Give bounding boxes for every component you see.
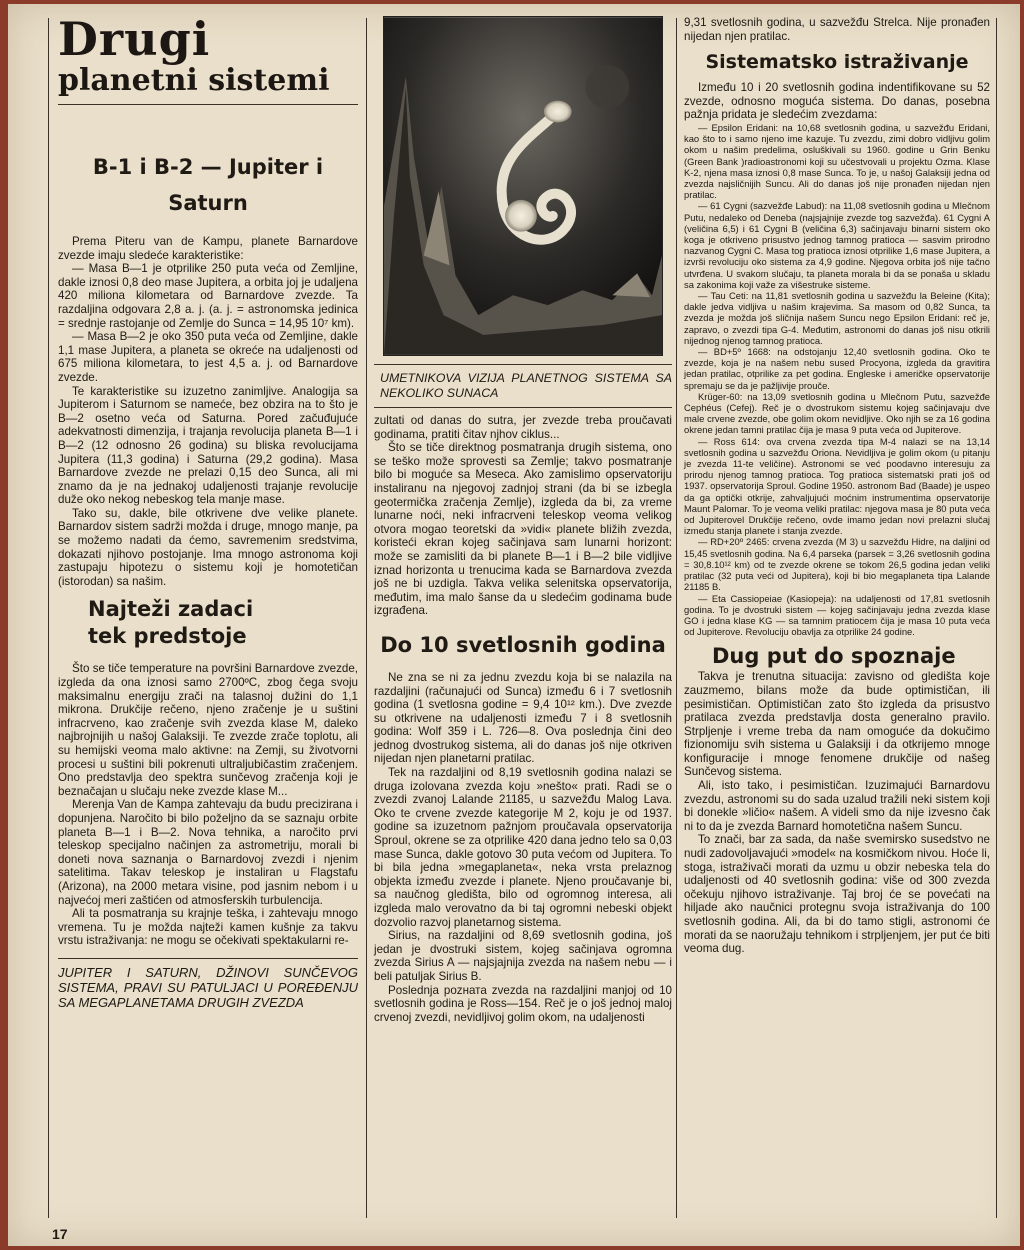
- column-rule-left: [48, 18, 49, 1218]
- paragraph: Takva je trenutna situacija: zavisno od gledišta koje zauzmemo, bilans može da bude optimističan, ili pesimističan. Optimističan zato što izgleda da prisustvo pratilaca zvezda predstavlja dosta generalno pravilo. Strpljenje i vreme treba da nam omoguće da dokučimo fizionomiju svih sistema u Galaksiji i da otkrijemo mnoge konfiguracije i mnoge fenomene drukčije od našeg Sunčevog sistema.: [684, 670, 990, 779]
- column-2: [374, 16, 672, 1024]
- paragraph: To znači, bar za sada, da naše svemirsko susedstvo ne nudi zadovoljavajući »model« na kosmičkom nivou. Hoće li, stoga, istraživači morati da uzmu u obzir nebeska tela do udaljenosti od 40 svetlosnih godina: više od 300 zvezda očekuju njihovo istraživanje. Taj broj će se povećati na hiljade ako naučnici protegnu svoja istraživanja do 100 svetlosnih godina. Ali, da bi do tamo stigli, astronomi će morati da se naoružaju tehnikom i strpljenjem, jer put će biti veoma dug.: [684, 833, 990, 956]
- list-item: — RD+20º 2465: crvena zvezda (M 3) u sazvežđu Hidre, na daljini od 15,45 svetlosnih godina. Na 6,4 parseka (parsek = 3,26 svetlosnih godina = 30,8.10¹² km) od te zvezde okrene se tokom 26,5 godina jedan veliki pratilac (32 puta veći od Jupitera), koji bi bio megaplaneta tipa Lalande 21185 B.: [684, 536, 990, 593]
- paragraph: Tako su, dakle, bile otkrivene dve velike planete. Barnardov sistem sadrži možda i druge, mnogo manje, pa se možemo nadati da ćemo, savremenim sredstvima, dokazati njihovo postojanje. Ima mnogo astronoma koji zastupaju hipotezu o sistemu koji je homotetičan (istorodan) sa našim.: [58, 506, 358, 588]
- section-heading-do-10-svetlosnih: Do 10 svetlosnih godina: [380, 632, 666, 657]
- paragraph: Sirius, na razdaljini od 8,69 svetlosnih godina, još jedan je dvostruki sistem, kojeg sačinjava ogromna zvezda Sirius A — najsjajnija zvezda na našem nebu — i beli patuljak Sirius B.: [374, 929, 672, 983]
- column-rule-right: [996, 18, 997, 1218]
- section-heading-jupiter-saturn: B-1 i B-2 — Jupiter i Saturn: [92, 155, 324, 215]
- paragraph: Merenja Van de Kampa zahtevaju da budu precizirana i dopunjena. Naročito bi bilo poželjno da se saznaju orbite planeta B—1 i B—2. Nova tehnika, a naročito prvi teleskop specijalno načinjen za astrometriju, morali bi doneti nova saznanja o Barnardovoj zvezdi i njenim satelitima. Takav teleskop je instaliran u Flagstafu (Arizona), na 2000 metara visine, pod jasnim nebom i u najvećoj meri zaštićen od atmosferskih turbulencija.: [58, 798, 358, 907]
- paragraph: Ali, isto tako, i pesimističan. Izuzimajući Barnardovu zvezdu, astronomi su do sada uzalud tražili neki sistem koji bi donekle »ličio« našem. A videli smo da nije izvesno čak ni to da je zvezda Barnard homotetična našem Suncu.: [684, 779, 990, 833]
- list-item: — Epsilon Eridani: na 10,68 svetlosnih godina, u sazvežđu Eridani, kao što to i samo njeno ime kazuje. Tu zvezdu, zimi dobro vidljivu golim okom u našim predelima, osluškivali su 1960. godine u Grin Benku (Green Bank )radioastronomi koji su učestvovali u projektu Ozma. Klase K-2, njena masa iznosi 0,8 mase Sunca. To je, u našoj Galaksiji jedna od zvezda najsličnijih Suncu. Ali do danas još nije pronađen nijedan njen pratilac.: [684, 121, 990, 201]
- divider: [374, 364, 672, 365]
- column-rule-2: [676, 18, 677, 1218]
- page-number: 17: [52, 1226, 68, 1242]
- paragraph: Ali ta posmatranja su krajnje teška, i zahtevaju mnogo vremena. Tu je možda najteži kamen kušnje za takvu vrstu istraživanja: ne mogu se očekivati spektakularni re-: [58, 907, 358, 948]
- column-3: [684, 16, 990, 956]
- paragraph: — Masa B—1 je otprilike 250 puta veća od Zemljine, dakle iznosi 0,8 deo mase Jupitera, a orbita joj je udaljena 420 miliona kilometara od Barnardove zvezde. Ta razdaljina odgovara 2,8 a. j. (a. j. = astronomska jedinica = srednje rastojanje od Zemlje do Sunca = 14,95 10⁷ km).: [58, 262, 358, 330]
- section-heading-najtezi-zadaci: Najteži zadaci tek predstoje: [88, 597, 254, 649]
- paragraph: Između 10 i 20 svetlosnih godina indentifikovane su 52 zvezde, odnosno moguća sistema. Do danas, posebna pažnja pridata je sledećim zvezdama:: [684, 81, 990, 122]
- column-1: [58, 12, 358, 1010]
- paragraph: Poslednja pozната zvezda na razdaljini manjoj od 10 svetlosnih godina je Ross—154. Reč je o još jednoj maloj crvenoj zvezdi, nevidljivoj golim okom, na udaljenosti: [374, 983, 672, 1024]
- headline-sub: planetni sistemi: [58, 63, 330, 98]
- paragraph: — Masa B—2 je oko 350 puta veća od Zemljine, dakle 1,1 mase Jupitera, a planeta se okreće na udaljenosti od 675 miliona kilometara, to jest 4,5 a. j. od Barnardove zvezde.: [58, 330, 358, 384]
- paragraph: zultati od danas do sutra, jer zvezde treba proučavati godinama, pratiti čitav njhov ciklus...: [374, 414, 672, 441]
- list-item: — Ross 614: ova crvena zvezda tipa M-4 nalazi se na 13,14 svetlosnih godina u sazvežđu Oriona. Nevidljiva je golim okom (u pitanju je zvezda 11-te veličine). Astronomi se već poodavno interesuju za prirodu njenog tamnog pratioca. Tog pratioca sistematski prati još od 1937. opservatorija Sproul. Godine 1950. astronom Bad (Baade) je uspeo da ga optički otkrije, zahvaljujući moćnim instrumentima opservatorije Maunt Palomar. To je veoma veliki pratilac: njegova masa je 80 puta veća od Jupiterovel Drukčije rečeno, ovde imamo jedan novi prelazni slučaj između stanja planete i stanja zvezde.: [684, 435, 990, 537]
- caption-illustration: UMETNIKOVA VIZIJA PLANETNOG SISTEMA SA NEKOLIKO SUNACA: [380, 371, 672, 400]
- list-item: — 61 Cygni (sazvežđe Labud): na 11,08 svetlosnih godina u Mlečnom Putu, nedaleko od Deneba (najsjajnije zvezde tog sazvežđa). 61 Cygni A (veličina 6,5) i 61 Cygni B (veličina 6,3) sačinjavaju binarni sistem oko koga je otkriveno prisustvo jednog tamnog pratioca — sasvim prirodno nazvanog Cygni C. Masa tog pratioca iznosi otprilike 1,6 mase Jupitera, a izvrši revoluciju oko sistema za 4,9 godine. Njegova orbita još nije tačno utvrđena. U svakom slučaju, ta planeta morala bi da se ponaša u skladu sa zakonima koji važe za višestruke sisteme.: [684, 200, 990, 290]
- column-rule-1: [366, 18, 367, 1218]
- paragraph: Što se tiče temperature na površini Barnardove zvezde, izgleda da ona iznosi samo 2700ºC, zbog čega svoju maksimalnu energiju zrači na talasnoj dužini do 1,1 mikrona. Drukčije rečeno, njeno zračenje je u suštini infracrveno, kao zračenje svih zvezda klase M, daleko najbrojnijih u našoj Galaksiji. Te zvezde zrače toplotu, ali su hemijski veoma malo aktivne: na Zemji, su životvorni procesi u suštini bili pokrenuti ultraljubičastim zračenjem. Ono predstavlja deo spektra sunčevog zračenja koji je beznačajan u slučaju neke zvezde klase M...: [58, 662, 358, 798]
- magazine-page: [8, 4, 1020, 1246]
- divider: [58, 958, 358, 959]
- paragraph: Prema Piteru van de Kampu, planete Barnardove zvezde imaju sledeće karakteristike:: [58, 235, 358, 262]
- list-item: — Tau Ceti: na 11,81 svetlosnih godina u sazvežđu la Beleine (Kita); dakle jedva vidljiva u našim krajevima. Sa masom od 0,82 Sunca, ta zvezda je možda još sličnija našem Suncu nego Epsilon Eridani: reč je, zapravo, o zvezdi tipa G-4. Međutim, astronomi do danas još nisu otkrili nijednog njenog tamnog pratioca.: [684, 290, 990, 346]
- section-heading-sistematsko: Sistematsko istraživanje: [705, 51, 969, 74]
- list-item: — Eta Cassiopeiae (Kasiopeja): na udaljenosti od 17,81 svetlosnih godina. To je dvostruki sistem — kojeg sačinjavaju jedna zvezda klase GO i jedna klase KG — sa tamnim pratiocem čija je masa 10 puta veća od Jupiterove. Revoluciju obavlja za otprilike 24 godine.: [684, 592, 990, 638]
- paragraph: Ne zna se ni za jednu zvezdu koja bi se nalazila na razdaljini (računajući od Sunca) između 6 i 7 svetlosnih godina (1 svetlosna godine = 9,4 10¹² km.). Dve zvezde su otkrivene na udaljenosti između 7 i 8 svetlosnih godina: Wolf 359 i L. 726—8. Ova poslednja čini deo jednog dvostrukog sistema, ali do danas još nije otkriven nijedan njen planetarni pratilac.: [374, 670, 672, 766]
- headline: Drugi: [58, 12, 211, 66]
- paragraph: Te karakteristike su izuzetno zanimljive. Analogija sa Jupiterom i Saturnom se nameće, bez obzira na to što je B—2 osetno veća od Saturna. Pored začuđujuće adekvatnosti dimenzija, i trajanja revolucija planeta B—1 i B—2 (12 odnosno 26 godina) su bliska revolucijama Jupitera (11,3 godina) i Saturna (29,2 godina). Masa Barnardove zvezde ne prelazi 0,15 deo Sunca, ali mi znamo da je na jednakoj udaljenosti trajanje revolucije duže oko nekog nebeskog tela manje mase.: [58, 384, 358, 507]
- star-list: [684, 122, 990, 637]
- paragraph: Što se tiče direktnog posmatranja drugih sistema, ono se teško može sprovesti sa Zemlje; takvo posmatranje bilo bi moguće sa Meseca. Ako zamislimo opservatoriju instaliranu na njegovoj zadnjoj strani (da bi se izbegla geotermička zračenja Zemlje), izgleda da bi, za vreme lunarne noći, neki infracrveni teleskop veoma velikog otvora mogao teoretski da »vidi« planete bližih zvezda, koristeći ekran kojeg sačinjava sam lunarni horizont: može se zamisliti da bi planete B—1 i B—2 bile vidljive iznad horizonta u trenucima kada se Barnardova zvezda još ne bi uzdigla. Takva velika selenitska opservatorija, međutim, ima malo šanse da u sledećim godinama bude izgrađena.: [374, 441, 672, 618]
- list-item: Krüger-60: na 13,09 svetlosnih godina u Mlečnom Putu, sazvežđe Cephéus (Cefej). Reč je o dvostrukom sistemu kojeg sačinjavaju dve male crvene zvezde, obe golim okom nevidljive. Oko njih se za 16 godina okrene jedan tamni pratilac čija je masa 9 puta veća od Jupiterove.: [684, 390, 990, 436]
- paragraph: 9,31 svetlosnih godina, u sazvežđu Strelca. Nije pronađen nijedan njen pratilac.: [684, 16, 990, 43]
- paragraph: Tek na razdaljini od 8,19 svetlosnih godina nalazi se druga izolovana zvezda koju »nešto« prati. Radi se o zvezdi zvanoj Lalande 21185, u sazvežđu Malog Lava. Oko te crvene zvezde kategorije M 2, koju je od 1937. godine sa izuzetnom pažnjom proučavala opservatorija Sproul, okrene se za otprilike 420 dana jedno telo sa 0,03 mase Sunca, dakle gotovo 30 puta većom od Jupitera. To bi bila jedna »megaplaneta«, neka vrsta prelaznog objekta između zvezde i planete. Njeno proučavanje bi, sa naučnog gledišta, bilo od ogromnog interesa, ali izgleda malo verovatno da bi taj ogromni nebeski objekt dozvolio razvoj planetarnog sistema.: [374, 766, 672, 929]
- section-heading-dug-put: Dug put do spoznaje: [712, 644, 956, 669]
- divider: [58, 104, 358, 105]
- divider: [374, 407, 672, 408]
- caption-jupiter-saturn: JUPITER I SATURN, DŽINOVI SUNČEVOG SISTEMA, PRAVI SU PATULJACI U POREĐENJU SA MEGAPLANETAMA DRUGIH ZVEZDA: [58, 964, 358, 1010]
- list-item: — BD+5º 1668: na odstojanju 12,40 svetlosnih godina. Oko te zvezde, koja je na našem nebu sused Procyona, izgleda da gravitira jedan pratilac, otprilike za pet godina. Engleske i američke opservatorije spremaju se da je pažljivije prouče.: [684, 346, 990, 391]
- illustration-planetary-system: [383, 16, 663, 356]
